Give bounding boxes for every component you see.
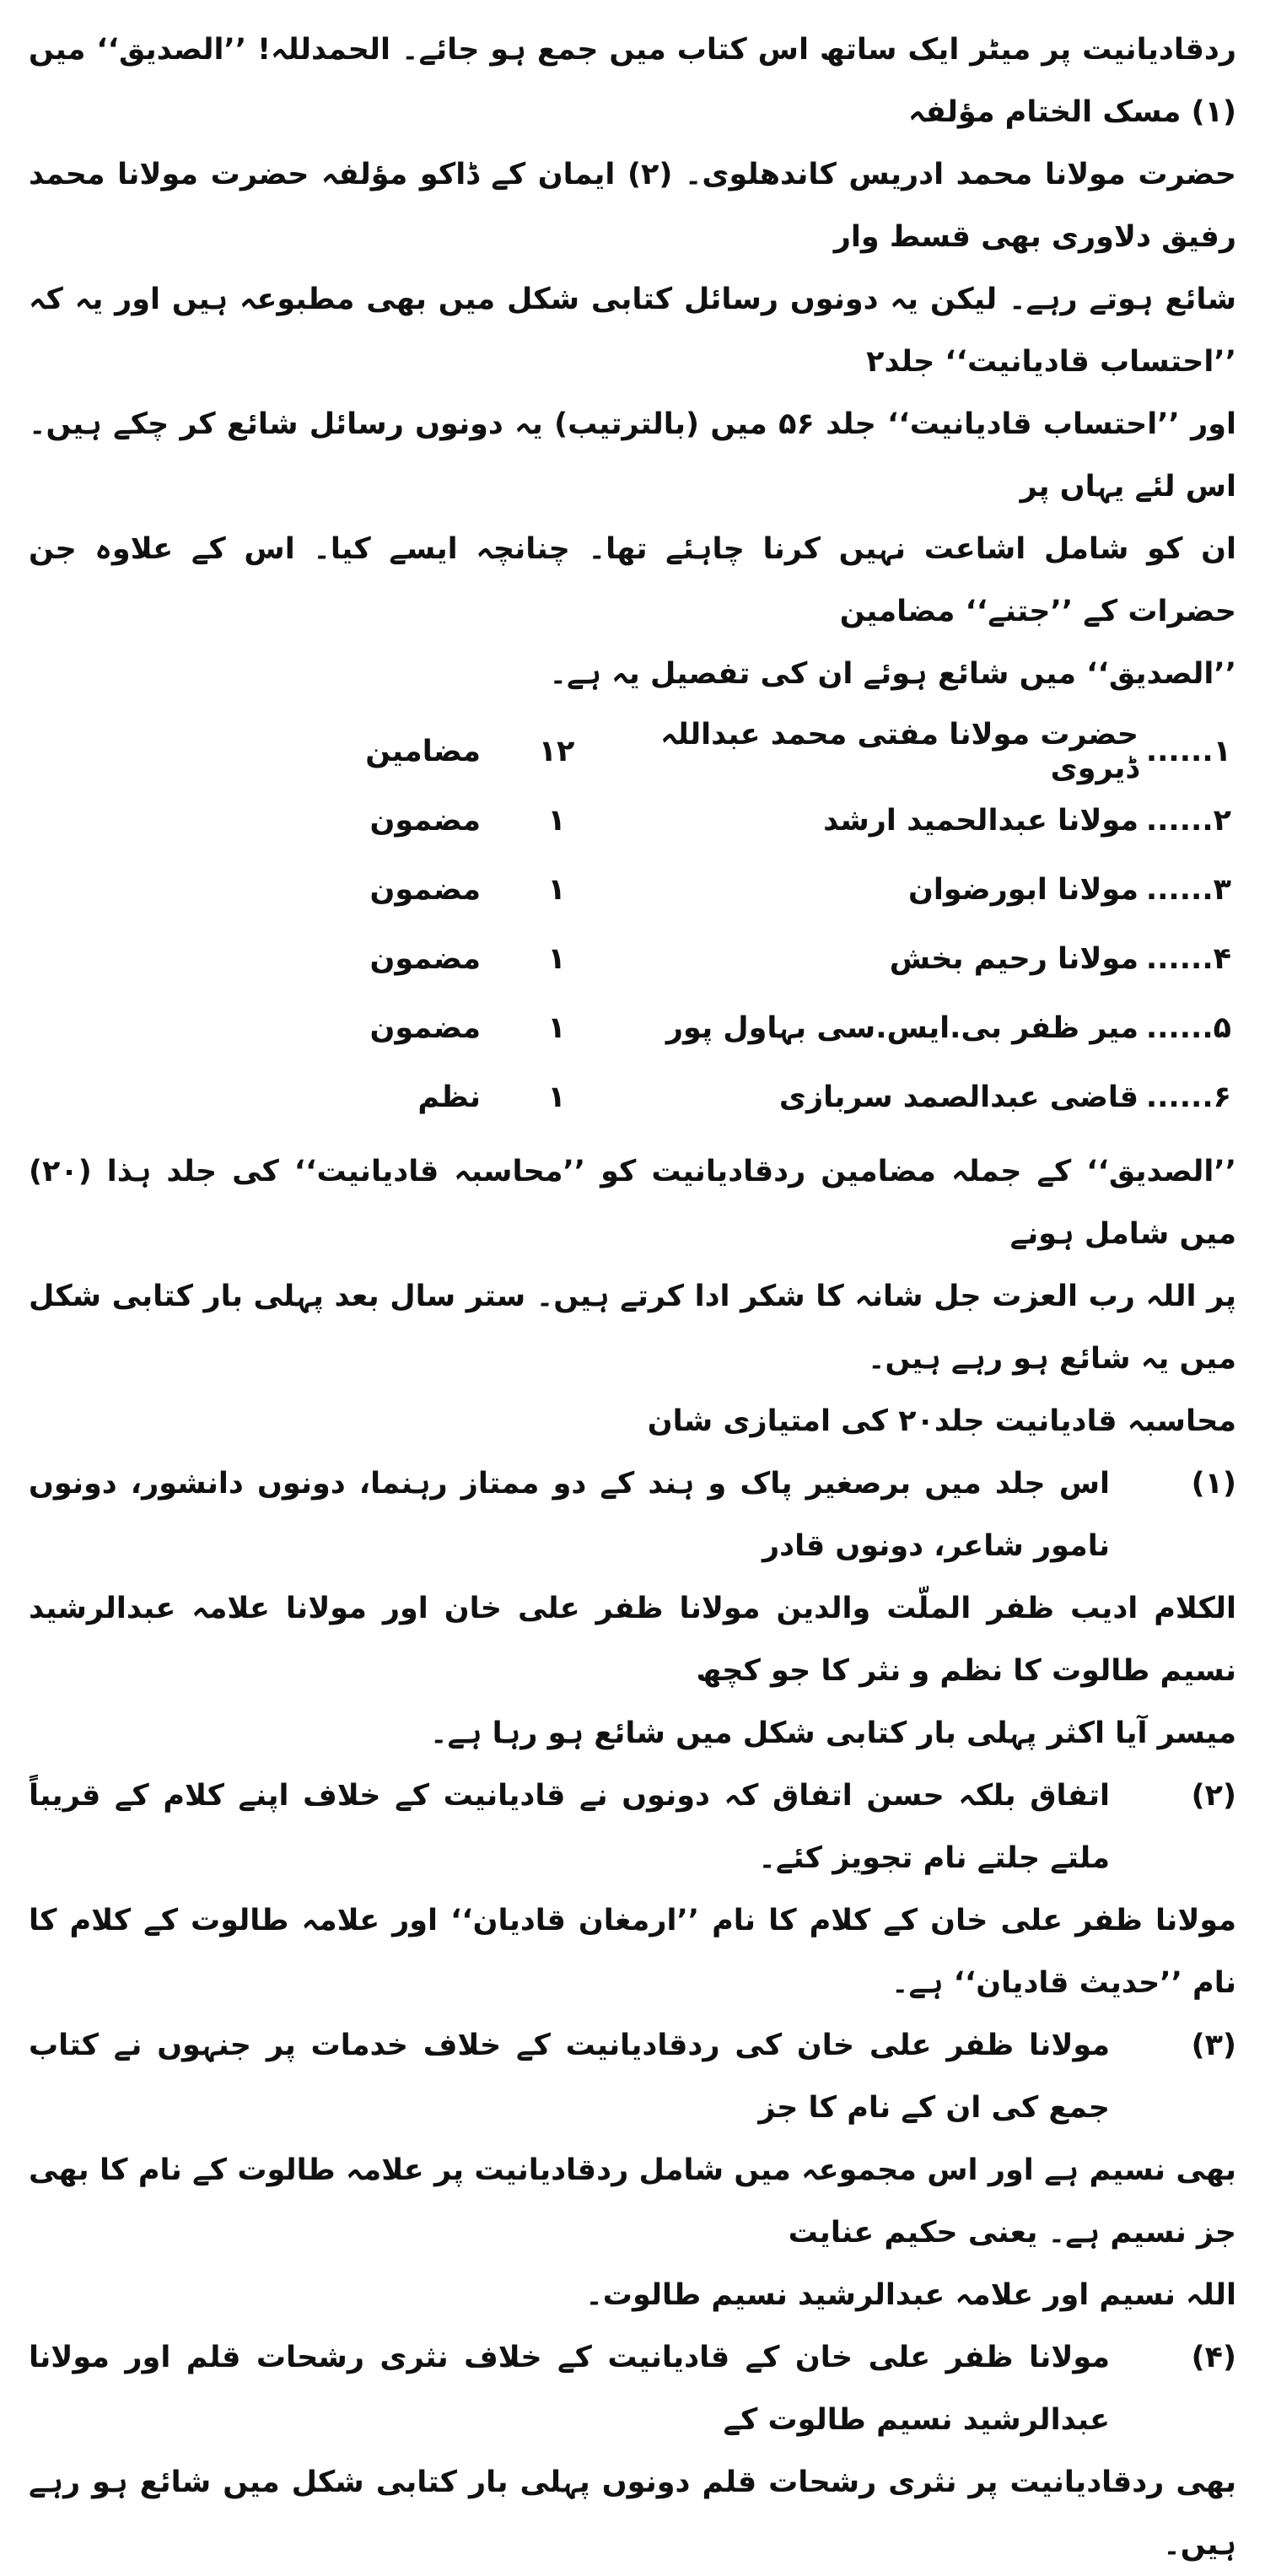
item-number: ۴...... <box>1145 942 1231 976</box>
point-number: (۳) <box>1191 2029 1236 2062</box>
point-line: اس جلد میں برصغیر پاک و ہند کے دو ممتاز رہنما، دونوں دانشور، دونوں نامور شاعر، دونوں قادر <box>29 1467 1110 1563</box>
contributor-name: مولانا رحیم بخش <box>889 942 1138 976</box>
contributor-name: مولانا عبدالحمید ارشد <box>823 804 1138 838</box>
intro-line: ’’الصدیق‘‘ میں شائع ہوئے ان کی تفصیل یہ ہے۔ <box>549 657 1236 691</box>
list-item <box>29 786 1236 855</box>
article-count: ۱۲ <box>538 735 575 768</box>
intro-line: حضرت مولانا محمد ادریس کاندھلوی۔ (۲) ایمان کے ڈاکو مؤلفہ حضرت مولانا محمد رفیق دلاوری بھی قسط وار <box>29 158 1236 254</box>
point-line: مولانا ظفر علی خان کی ردقادیانیت کے خلاف خدمات پر جنہوں نے کتاب جمع کی ان کے نام کا جز <box>29 2029 1110 2125</box>
point-line: اللہ نسیم اور علامہ عبدالرشید نسیم طالوت۔ <box>585 2278 1236 2312</box>
point-line: الکلام ادیب ظفر الملّت والدین مولانا ظفر علی خان اور مولانا علامہ عبدالرشید نسیم طالوت کا نظم و نثر کا جو کچھ <box>29 1592 1236 1688</box>
point-body <box>29 2326 1110 2451</box>
item-number: ۱...... <box>1145 735 1231 768</box>
intro-line: ان کو شامل اشاعت نہیں کرنا چاہئے تھا۔ چنانچہ ایسے کیا۔ اس کے علاوہ جن حضرات کے ’’جتنے‘‘ مضامین <box>29 532 1236 628</box>
list-item <box>29 924 1236 994</box>
intro-paragraph <box>29 19 1236 705</box>
numbered-point <box>29 2326 1236 2451</box>
paragraph-line: ’’الصدیق‘‘ کے جملہ مضامین ردقادیانیت کو ’’محاسبہ قادیانیت‘‘ کی جلد ہذا (۲۰) میں شامل ہونے <box>29 1155 1236 1251</box>
point-line: مولانا ظفر علی خان کے قادیانیت کے خلاف نثری رشحات قلم اور مولانا عبدالرشید نسیم طالوت کے <box>29 2341 1110 2437</box>
intro-line: اور ’’احتساب قادیانیت‘‘ جلد ۵۶ میں (بالترتیب) یہ دونوں رسائل شائع کر چکے ہیں۔ اس لئے یہاں پر <box>29 407 1236 504</box>
item-number: ۶...... <box>1145 1081 1231 1114</box>
after-list-paragraph <box>29 1140 1236 1390</box>
article-count: ۱ <box>547 873 566 907</box>
article-count: ۱ <box>547 804 566 838</box>
contributor-name: میر ظفر بی.ایس.سی بہاول پور <box>665 1011 1138 1045</box>
intro-line: ردقادیانیت پر میٹر ایک ساتھ اس کتاب میں جمع ہو جائے۔ الحمدللہ! ’’الصدیق‘‘ میں (۱) مسک الختام مؤلفہ <box>29 33 1236 129</box>
article-type: نظم <box>417 1081 481 1114</box>
point-body <box>29 2014 1110 2139</box>
article-type: مضمون <box>369 942 481 976</box>
item-number: ۲...... <box>1145 804 1231 838</box>
article-count: ۱ <box>547 942 566 976</box>
point-body <box>29 1765 1110 1889</box>
list-item <box>29 994 1236 1063</box>
contributor-name: حضرت مولانا مفتی محمد عبداللہ ڈیروی <box>660 718 1138 785</box>
numbered-point <box>29 1765 1236 1889</box>
point-line: مولانا ظفر علی خان کے کلام کا نام ’’ارمغان قادیان‘‘ اور علامہ طالوت کے کلام کا نام ’’حدیث قادیان‘‘ ہے۔ <box>29 1904 1236 2000</box>
article-type: مضامین <box>365 735 481 768</box>
article-type: مضمون <box>369 1011 481 1045</box>
numbered-point <box>29 1452 1236 1577</box>
intro-line: شائع ہوتے رہے۔ لیکن یہ دونوں رسائل کتابی شکل میں بھی مطبوعہ ہیں اور یہ کہ ’’احتساب قادیانیت‘‘ جلد۲ <box>29 283 1236 379</box>
contributors-list <box>29 717 1236 1132</box>
article-count: ۱ <box>547 1011 566 1045</box>
numbered-point <box>29 2014 1236 2139</box>
item-number: ۵...... <box>1145 1011 1231 1045</box>
article-count: ۱ <box>547 1081 566 1114</box>
section-heading: محاسبہ قادیانیت جلد۲۰ کی امتیازی شان <box>647 1404 1236 1438</box>
point-line: اتفاق بلکہ حسن اتفاق کہ دونوں نے قادیانیت کے خلاف اپنے کلام کے قریباً ملتے جلتے نام تجویز کئے۔ <box>29 1779 1110 1875</box>
contributor-name: مولانا ابورضوان <box>907 873 1138 907</box>
point-body <box>29 1452 1110 1577</box>
paragraph-line: پر اللہ رب العزت جل شانہ کا شکر ادا کرتے ہیں۔ ستر سال بعد پہلی بار کتابی شکل میں یہ شائع ہو رہے ہیں۔ <box>29 1280 1236 1376</box>
article-type: مضمون <box>369 804 481 838</box>
point-line: بھی ردقادیانیت پر نثری رشحات قلم دونوں پہلی بار کتابی شکل میں شائع ہو رہے ہیں۔ <box>29 2466 1236 2562</box>
point-line: میسر آیا اکثر پہلی بار کتابی شکل میں شائع ہو رہا ہے۔ <box>429 1716 1236 1750</box>
list-item <box>29 1063 1236 1132</box>
point-number: (۲) <box>1191 1779 1236 1813</box>
point-line: بھی نسیم ہے اور اس مجموعہ میں شامل ردقادیانیت پر علامہ طالوت کے نام کا بھی جز نسیم ہے۔ یعنی حکیم عنایت <box>29 2153 1236 2250</box>
item-number: ۳...... <box>1145 873 1231 907</box>
list-item <box>29 717 1236 786</box>
list-item <box>29 855 1236 924</box>
point-number: (۴) <box>1191 2341 1236 2374</box>
point-number: (۱) <box>1191 1467 1236 1501</box>
contributor-name: قاضی عبدالصمد سربازی <box>778 1081 1138 1114</box>
article-type: مضمون <box>369 873 481 907</box>
